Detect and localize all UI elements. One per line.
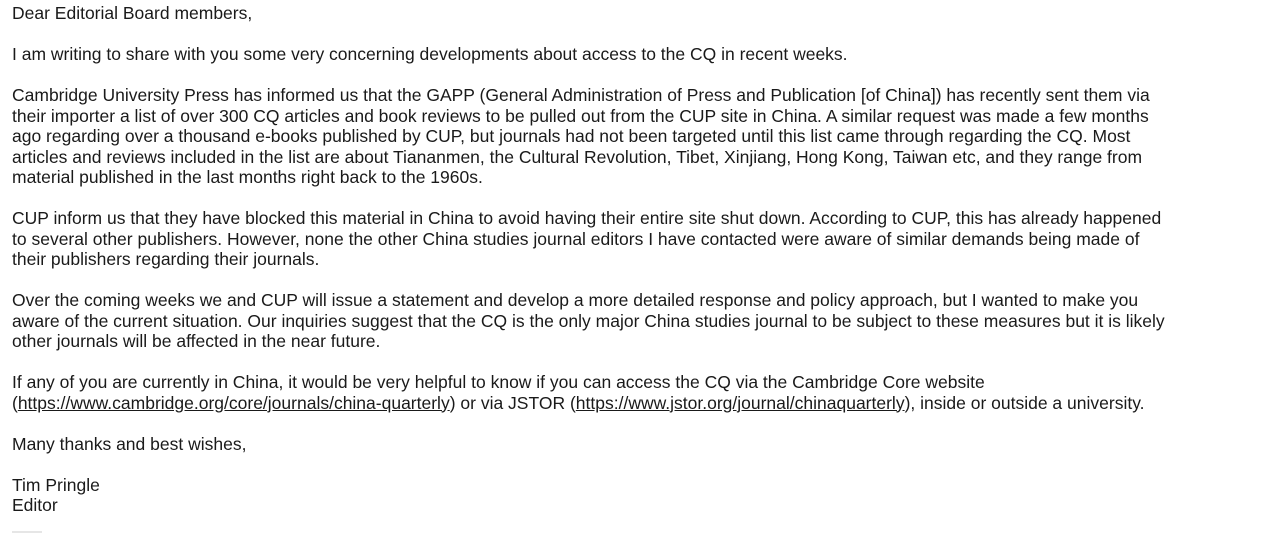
open-paren: ( xyxy=(12,392,18,413)
paragraph-line-links xyxy=(12,393,1252,414)
greeting: Dear Editorial Board members, xyxy=(12,3,253,23)
paragraph-line: ago regarding over a thousand e-books published by CUP, but journals had not been targeted until this list came through regarding the CQ. Most xyxy=(12,126,1131,146)
paragraph-line: material published in the last months right back to the 1960s. xyxy=(12,167,483,187)
paragraph-cup-blocked xyxy=(12,208,1252,270)
paragraph-access-request xyxy=(12,372,1252,413)
paragraph-intro: I am writing to share with you some very concerning developments about access to the CQ in recent weeks. xyxy=(12,44,848,64)
email-body xyxy=(12,3,1252,516)
paragraph-coming-weeks xyxy=(12,290,1252,352)
paragraph-line: articles and reviews included in the list are about Tiananmen, the Cultural Revolution, Tibet, Xinjiang, Hong Kong, Taiwan etc, and they range from xyxy=(12,146,1143,167)
paragraph-line: aware of the current situation. Our inquiries suggest that the CQ is the only major China studies journal to be subject to these measures but it is likely xyxy=(12,310,1165,331)
signature-title: Editor xyxy=(12,495,58,515)
cambridge-core-link[interactable]: https://www.cambridge.org/core/journals/china-quarterly xyxy=(17,392,450,413)
signature-name: Tim Pringle xyxy=(12,474,100,495)
divider xyxy=(12,531,42,533)
paragraph-gapp-request xyxy=(12,85,1252,188)
jstor-link[interactable]: https://www.jstor.org/journal/chinaquarterly xyxy=(575,392,905,413)
link-separator: ) or via JSTOR ( xyxy=(449,392,576,413)
paragraph-line: other journals will be affected in the near future. xyxy=(12,331,381,351)
paragraph-line: their importer a list of over 300 CQ articles and book reviews to be pulled out from the CUP site in China. A similar request was made a few months xyxy=(12,105,1149,126)
paragraph-line: CUP inform us that they have blocked this material in China to avoid having their entire site shut down. According to CUP, this has already happened xyxy=(12,208,1162,228)
paragraph-line: Cambridge University Press has informed us that the GAPP (General Administration of Press and Publication [of China]) has recently sent them via xyxy=(12,85,1150,105)
paragraph-line: If any of you are currently in China, it would be very helpful to know if you can access the CQ via the Cambridge Core website xyxy=(12,372,985,392)
paragraph-line: Over the coming weeks we and CUP will issue a statement and develop a more detailed response and policy approach, but I wanted to make you xyxy=(12,290,1139,310)
closing: Many thanks and best wishes, xyxy=(12,433,247,454)
paragraph-line: to several other publishers. However, none the other China studies journal editors I have contacted were aware of similar demands being made of xyxy=(12,228,1140,249)
paragraph-tail: ), inside or outside a university. xyxy=(904,392,1145,413)
signature xyxy=(12,475,1252,516)
paragraph-line: their publishers regarding their journals. xyxy=(12,249,320,269)
